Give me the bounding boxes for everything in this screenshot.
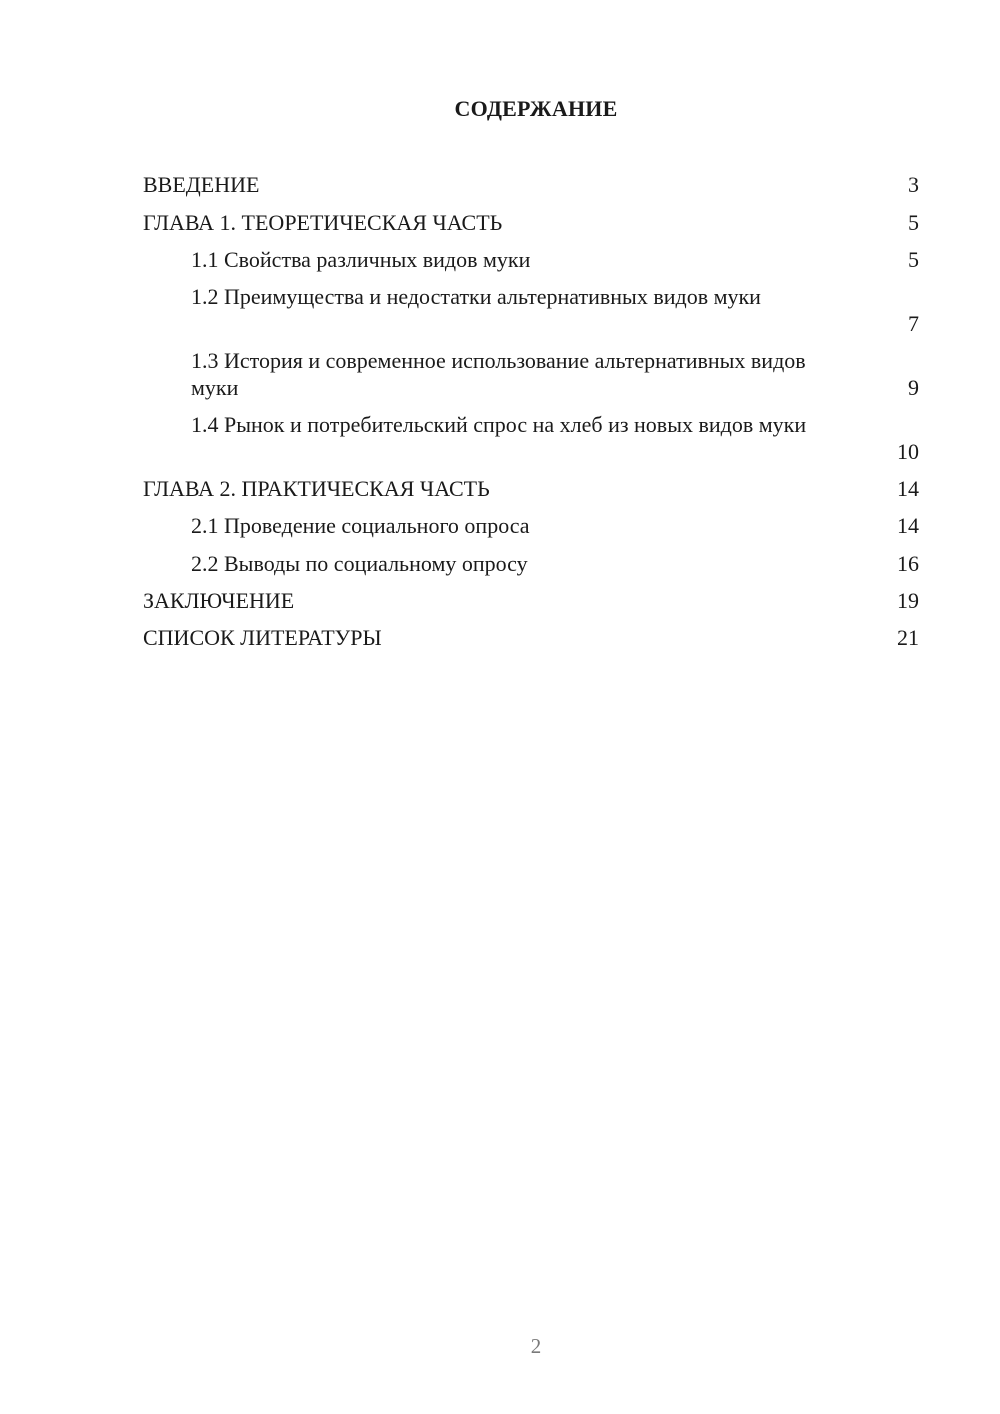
toc-entry-page: 3 <box>908 172 919 197</box>
toc-entry-page: 14 <box>897 476 919 501</box>
toc-entry-section-1-2[interactable] <box>143 283 919 337</box>
page-number: 2 <box>530 1334 542 1358</box>
toc-entry-label: ГЛАВА 1. ТЕОРЕТИЧЕСКАЯ ЧАСТЬ <box>143 210 503 235</box>
toc-entry-label: ЗАКЛЮЧЕНИЕ <box>143 588 295 613</box>
table-of-contents <box>143 0 919 700</box>
toc-entry-section-2-2[interactable] <box>143 550 919 577</box>
toc-entry-chapter-1[interactable] <box>143 209 919 236</box>
toc-entry-page: 16 <box>897 551 919 576</box>
toc-entry-label: 1.1 Свойства различных видов муки <box>191 247 531 272</box>
toc-entry-introduction[interactable] <box>143 171 919 198</box>
toc-entry-label: 2.1 Проведение социального опроса <box>191 513 530 538</box>
toc-entry-label: ВВЕДЕНИЕ <box>143 172 260 197</box>
toc-entry-references[interactable] <box>143 624 919 651</box>
toc-entry-page: 5 <box>908 210 919 235</box>
toc-entry-label: ГЛАВА 2. ПРАКТИЧЕСКАЯ ЧАСТЬ <box>143 476 490 501</box>
toc-entry-section-1-4[interactable] <box>143 411 919 465</box>
toc-entry-section-1-1[interactable] <box>143 246 919 273</box>
toc-entry-page: 14 <box>897 513 919 538</box>
toc-entry-label: 1.3 История и современное использование альтернативных видов муки <box>191 348 806 400</box>
toc-entry-page: 19 <box>897 588 919 613</box>
toc-entry-page: 10 <box>897 439 919 464</box>
toc-entry-page: 5 <box>908 247 919 272</box>
toc-entry-page: 9 <box>908 375 919 400</box>
toc-entry-label: 1.2 Преимущества и недостатки альтернативных видов муки <box>191 284 761 309</box>
toc-entry-section-2-1[interactable] <box>143 512 919 539</box>
toc-entry-label: 1.4 Рынок и потребительский спрос на хлеб из новых видов муки <box>191 412 807 437</box>
toc-entry-page: 21 <box>897 625 919 650</box>
toc-title: СОДЕРЖАНИЕ <box>454 96 618 121</box>
toc-entry-label: СПИСОК ЛИТЕРАТУРЫ <box>143 625 382 650</box>
toc-entry-page: 7 <box>908 311 919 336</box>
toc-entry-conclusion[interactable] <box>143 587 919 614</box>
toc-entry-section-1-3[interactable] <box>143 347 919 401</box>
toc-entry-chapter-2[interactable] <box>143 475 919 502</box>
toc-entry-label: 2.2 Выводы по социальному опросу <box>191 551 528 576</box>
